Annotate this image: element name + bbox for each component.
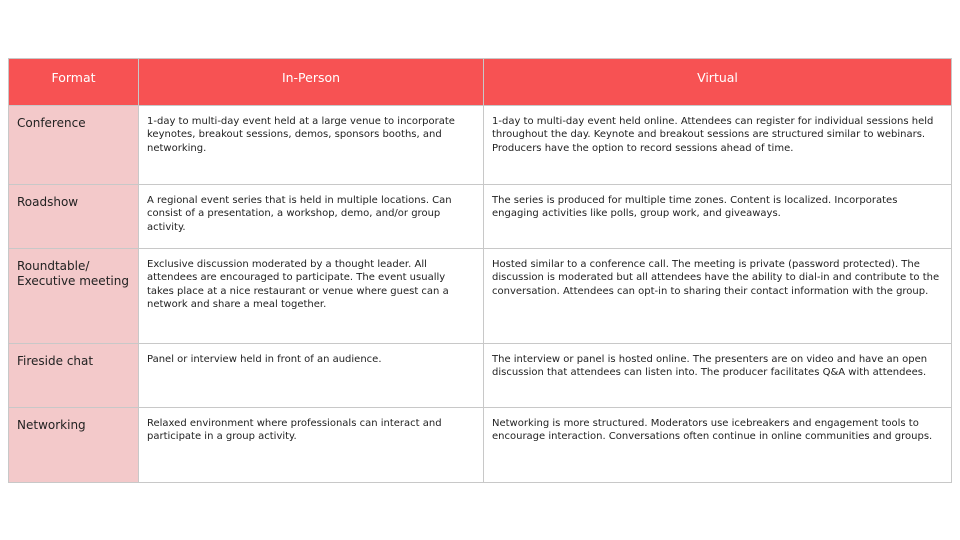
table-row-fireside-chat <box>9 344 952 408</box>
table-row-roundtable <box>9 249 952 344</box>
in-person-cell: Relaxed environment where professionals can interact and participate in a group activity. <box>139 408 484 483</box>
in-person-cell: A regional event series that is held in multiple locations. Can consist of a presentation, a workshop, demo, and/or group activity. <box>139 185 484 249</box>
format-cell: Networking <box>9 408 139 483</box>
event-format-table <box>8 58 952 483</box>
header-row <box>9 59 952 106</box>
header-format <box>9 59 139 106</box>
format-cell: Fireside chat <box>9 344 139 408</box>
in-person-cell: 1-day to multi-day event held at a large venue to incorporate keynotes, breakout sessions, demos, sponsors booths, and networking. <box>139 106 484 185</box>
virtual-cell: 1-day to multi-day event held online. Attendees can register for individual sessions held throughout the day. Keynote and breakout sessions are structured similar to webinars. Producers have the option to record sessions ahead of time. <box>484 106 952 185</box>
virtual-cell: The interview or panel is hosted online. The presenters are on video and have an open discussion that attendees can listen into. The producer facilitates Q&A with attendees. <box>484 344 952 408</box>
table-header <box>9 59 952 106</box>
header-format-label: Format <box>51 70 96 85</box>
in-person-cell: Exclusive discussion moderated by a thought leader. All attendees are encouraged to participate. The event usually takes place at a nice restaurant or venue where guest can a network and share a meal together. <box>139 249 484 344</box>
table-row-roadshow <box>9 185 952 249</box>
virtual-cell: Networking is more structured. Moderators use icebreakers and engagement tools to encourage interaction. Conversations often continue in online communities and groups. <box>484 408 952 483</box>
format-cell: Roadshow <box>9 185 139 249</box>
in-person-cell: Panel or interview held in front of an audience. <box>139 344 484 408</box>
table-row-networking <box>9 408 952 483</box>
header-in-person <box>139 59 484 106</box>
table-row-conference <box>9 106 952 185</box>
format-cell: Roundtable/ Executive meeting <box>9 249 139 344</box>
virtual-cell: Hosted similar to a conference call. The meeting is private (password protected). The discussion is moderated but all attendees have the ability to dial-in and contribute to the conversation. Attendees can opt-in to sharing their contact information with the group. <box>484 249 952 344</box>
table-body <box>9 106 952 483</box>
virtual-cell: The series is produced for multiple time zones. Content is localized. Incorporates engaging activities like polls, group work, and giveaways. <box>484 185 952 249</box>
header-in-person-label: In-Person <box>281 70 341 85</box>
header-virtual-label: Virtual <box>697 70 738 85</box>
header-virtual <box>484 59 952 106</box>
format-cell: Conference <box>9 106 139 185</box>
